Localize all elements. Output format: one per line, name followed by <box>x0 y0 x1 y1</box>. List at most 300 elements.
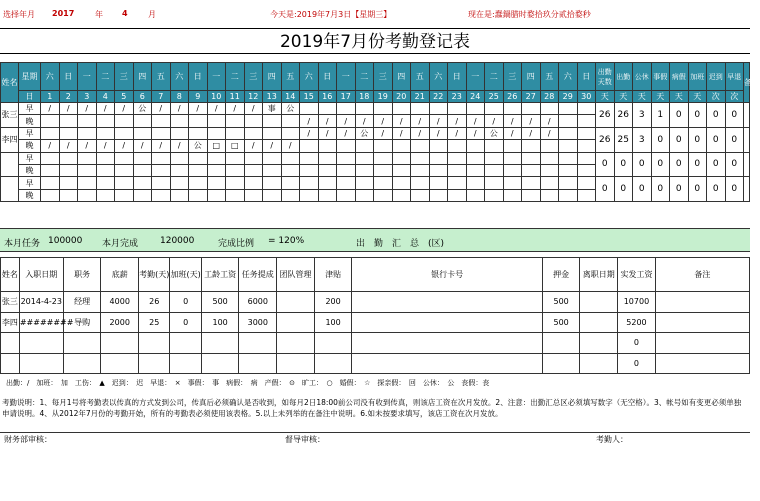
attendance-mark-cell[interactable] <box>189 177 208 189</box>
month-value[interactable]: 4 <box>122 9 128 18</box>
payroll-cell[interactable]: 0 <box>618 353 656 374</box>
attendance-mark-cell[interactable] <box>41 115 60 127</box>
attendance-mark-cell[interactable] <box>374 189 393 201</box>
attendance-mark-cell[interactable] <box>318 140 337 152</box>
attendance-mark-cell[interactable]: 公 <box>189 140 208 152</box>
attendance-mark-cell[interactable]: / <box>59 140 78 152</box>
attendance-mark-cell[interactable] <box>355 189 374 201</box>
attendance-mark-cell[interactable] <box>540 164 559 176</box>
attendance-mark-cell[interactable]: / <box>503 127 522 139</box>
payroll-cell[interactable] <box>352 353 542 374</box>
attendance-mark-cell[interactable]: / <box>448 115 467 127</box>
attendance-mark-cell[interactable] <box>263 115 282 127</box>
payroll-cell[interactable] <box>170 333 201 354</box>
attendance-mark-cell[interactable] <box>226 177 245 189</box>
attendance-mark-cell[interactable] <box>300 177 319 189</box>
attendance-mark-cell[interactable]: / <box>115 140 134 152</box>
attendance-mark-cell[interactable]: / <box>281 140 300 152</box>
attendance-mark-cell[interactable] <box>540 177 559 189</box>
attendance-mark-cell[interactable] <box>411 164 430 176</box>
attendance-mark-cell[interactable] <box>374 152 393 164</box>
attendance-mark-cell[interactable] <box>411 103 430 115</box>
attendance-mark-cell[interactable]: / <box>411 127 430 139</box>
payroll-cell[interactable] <box>19 353 63 374</box>
payroll-cell[interactable]: 2014-4-23 <box>19 292 63 313</box>
attendance-mark-cell[interactable]: 事 <box>263 103 282 115</box>
attendance-mark-cell[interactable] <box>522 140 541 152</box>
payroll-cell[interactable]: 25 <box>139 312 170 333</box>
payroll-cell[interactable] <box>580 353 618 374</box>
attendance-mark-cell[interactable] <box>189 152 208 164</box>
attendance-mark-cell[interactable] <box>152 127 171 139</box>
attendance-mark-cell[interactable] <box>78 152 97 164</box>
attendance-mark-cell[interactable] <box>540 152 559 164</box>
attendance-mark-cell[interactable] <box>411 140 430 152</box>
attendance-mark-cell[interactable] <box>485 164 504 176</box>
attendance-mark-cell[interactable]: / <box>59 103 78 115</box>
attendance-mark-cell[interactable]: / <box>355 115 374 127</box>
payroll-cell[interactable]: 经理 <box>63 292 101 313</box>
attendance-mark-cell[interactable] <box>522 164 541 176</box>
payroll-cell[interactable] <box>314 333 352 354</box>
attendance-mark-cell[interactable] <box>485 152 504 164</box>
attendance-mark-cell[interactable] <box>207 177 226 189</box>
attendance-mark-cell[interactable]: / <box>503 115 522 127</box>
attendance-mark-cell[interactable] <box>355 164 374 176</box>
attendance-mark-cell[interactable] <box>503 103 522 115</box>
attendance-mark-cell[interactable] <box>78 189 97 201</box>
attendance-mark-cell[interactable] <box>448 103 467 115</box>
attendance-mark-cell[interactable]: / <box>318 127 337 139</box>
attendance-mark-cell[interactable] <box>318 152 337 164</box>
attendance-mark-cell[interactable] <box>59 152 78 164</box>
attendance-mark-cell[interactable] <box>466 189 485 201</box>
attendance-mark-cell[interactable] <box>392 140 411 152</box>
payroll-cell[interactable] <box>101 353 139 374</box>
attendance-mark-cell[interactable] <box>133 189 152 201</box>
done-value[interactable]: 120000 <box>160 236 195 246</box>
attendance-mark-cell[interactable] <box>263 177 282 189</box>
payroll-cell[interactable] <box>655 312 749 333</box>
payroll-cell[interactable]: 0 <box>618 333 656 354</box>
payroll-cell[interactable] <box>1 333 20 354</box>
attendance-mark-cell[interactable] <box>152 164 171 176</box>
attendance-mark-cell[interactable] <box>244 152 263 164</box>
attendance-mark-cell[interactable]: / <box>96 103 115 115</box>
attendance-mark-cell[interactable] <box>207 164 226 176</box>
attendance-mark-cell[interactable]: / <box>522 127 541 139</box>
attendance-mark-cell[interactable]: / <box>41 103 60 115</box>
attendance-mark-cell[interactable] <box>170 189 189 201</box>
attendance-mark-cell[interactable]: / <box>244 140 263 152</box>
attendance-mark-cell[interactable]: / <box>115 103 134 115</box>
attendance-mark-cell[interactable] <box>429 152 448 164</box>
payroll-cell[interactable] <box>542 333 580 354</box>
task-value[interactable]: 100000 <box>48 236 83 246</box>
payroll-cell[interactable] <box>170 353 201 374</box>
attendance-mark-cell[interactable] <box>263 127 282 139</box>
attendance-mark-cell[interactable] <box>115 127 134 139</box>
attendance-mark-cell[interactable] <box>244 127 263 139</box>
year-value[interactable]: 2017 <box>52 9 75 18</box>
attendance-mark-cell[interactable]: / <box>522 115 541 127</box>
attendance-mark-cell[interactable] <box>281 152 300 164</box>
attendance-mark-cell[interactable] <box>429 189 448 201</box>
payroll-cell[interactable] <box>201 353 239 374</box>
payroll-cell[interactable] <box>352 292 542 313</box>
attendance-mark-cell[interactable] <box>540 140 559 152</box>
attendance-mark-cell[interactable]: / <box>152 103 171 115</box>
attendance-mark-cell[interactable]: / <box>41 140 60 152</box>
attendance-mark-cell[interactable] <box>133 115 152 127</box>
payroll-cell[interactable]: 5200 <box>618 312 656 333</box>
attendance-mark-cell[interactable] <box>466 140 485 152</box>
attendance-mark-cell[interactable] <box>411 189 430 201</box>
attendance-mark-cell[interactable] <box>540 103 559 115</box>
remark-cell[interactable] <box>744 177 750 202</box>
attendance-mark-cell[interactable] <box>503 140 522 152</box>
attendance-mark-cell[interactable] <box>263 164 282 176</box>
payroll-cell[interactable]: 200 <box>314 292 352 313</box>
attendance-mark-cell[interactable] <box>337 164 356 176</box>
attendance-mark-cell[interactable]: / <box>133 140 152 152</box>
attendance-mark-cell[interactable] <box>300 152 319 164</box>
payroll-cell[interactable]: 500 <box>542 292 580 313</box>
attendance-mark-cell[interactable] <box>41 164 60 176</box>
payroll-cell[interactable]: 0 <box>170 292 201 313</box>
payroll-cell[interactable] <box>63 333 101 354</box>
attendance-mark-cell[interactable]: / <box>96 140 115 152</box>
payroll-cell[interactable]: 李四 <box>1 312 20 333</box>
attendance-mark-cell[interactable]: □ <box>226 140 245 152</box>
payroll-cell[interactable] <box>277 353 315 374</box>
remark-cell[interactable] <box>744 152 750 177</box>
attendance-mark-cell[interactable] <box>189 189 208 201</box>
payroll-cell[interactable] <box>1 353 20 374</box>
attendance-mark-cell[interactable] <box>466 164 485 176</box>
attendance-mark-cell[interactable] <box>244 177 263 189</box>
attendance-mark-cell[interactable] <box>96 115 115 127</box>
payroll-cell[interactable] <box>580 333 618 354</box>
attendance-mark-cell[interactable] <box>355 103 374 115</box>
attendance-mark-cell[interactable]: / <box>411 115 430 127</box>
attendance-mark-cell[interactable] <box>170 177 189 189</box>
attendance-mark-cell[interactable]: / <box>448 127 467 139</box>
attendance-mark-cell[interactable]: / <box>318 115 337 127</box>
attendance-mark-cell[interactable] <box>226 115 245 127</box>
payroll-cell[interactable]: 26 <box>139 292 170 313</box>
attendance-mark-cell[interactable] <box>559 152 578 164</box>
attendance-mark-cell[interactable] <box>540 189 559 201</box>
attendance-mark-cell[interactable] <box>226 127 245 139</box>
attendance-mark-cell[interactable] <box>522 177 541 189</box>
attendance-mark-cell[interactable] <box>96 177 115 189</box>
attendance-mark-cell[interactable] <box>337 152 356 164</box>
attendance-mark-cell[interactable] <box>78 127 97 139</box>
payroll-cell[interactable] <box>580 312 618 333</box>
attendance-mark-cell[interactable] <box>96 127 115 139</box>
attendance-mark-cell[interactable] <box>133 177 152 189</box>
attendance-mark-cell[interactable] <box>559 115 578 127</box>
attendance-mark-cell[interactable] <box>411 152 430 164</box>
attendance-mark-cell[interactable] <box>374 164 393 176</box>
attendance-mark-cell[interactable] <box>337 189 356 201</box>
attendance-mark-cell[interactable] <box>78 164 97 176</box>
attendance-mark-cell[interactable] <box>263 152 282 164</box>
attendance-mark-cell[interactable] <box>207 127 226 139</box>
payroll-cell[interactable] <box>19 333 63 354</box>
attendance-mark-cell[interactable]: / <box>300 115 319 127</box>
attendance-mark-cell[interactable] <box>78 115 97 127</box>
attendance-mark-cell[interactable] <box>559 140 578 152</box>
attendance-mark-cell[interactable] <box>559 177 578 189</box>
attendance-mark-cell[interactable] <box>355 152 374 164</box>
attendance-mark-cell[interactable] <box>59 189 78 201</box>
attendance-mark-cell[interactable] <box>392 189 411 201</box>
payroll-cell[interactable]: 0 <box>170 312 201 333</box>
attendance-mark-cell[interactable] <box>392 103 411 115</box>
payroll-cell[interactable] <box>139 333 170 354</box>
attendance-mark-cell[interactable] <box>189 127 208 139</box>
attendance-mark-cell[interactable] <box>78 177 97 189</box>
attendance-mark-cell[interactable]: / <box>226 103 245 115</box>
attendance-mark-cell[interactable] <box>374 140 393 152</box>
attendance-mark-cell[interactable]: 公 <box>133 103 152 115</box>
attendance-mark-cell[interactable]: / <box>374 115 393 127</box>
attendance-mark-cell[interactable] <box>466 177 485 189</box>
attendance-mark-cell[interactable] <box>577 103 596 115</box>
attendance-mark-cell[interactable] <box>355 177 374 189</box>
attendance-mark-cell[interactable] <box>133 164 152 176</box>
payroll-cell[interactable]: 10700 <box>618 292 656 313</box>
payroll-cell[interactable] <box>101 333 139 354</box>
attendance-mark-cell[interactable] <box>503 177 522 189</box>
attendance-mark-cell[interactable] <box>429 164 448 176</box>
attendance-mark-cell[interactable] <box>522 103 541 115</box>
payroll-cell[interactable]: 100 <box>314 312 352 333</box>
attendance-mark-cell[interactable] <box>577 189 596 201</box>
attendance-mark-cell[interactable] <box>152 189 171 201</box>
attendance-mark-cell[interactable] <box>522 152 541 164</box>
payroll-cell[interactable] <box>277 312 315 333</box>
attendance-mark-cell[interactable] <box>429 103 448 115</box>
attendance-mark-cell[interactable] <box>41 177 60 189</box>
attendance-mark-cell[interactable] <box>522 189 541 201</box>
attendance-mark-cell[interactable]: 公 <box>355 127 374 139</box>
attendance-mark-cell[interactable] <box>355 140 374 152</box>
attendance-mark-cell[interactable] <box>337 177 356 189</box>
attendance-mark-cell[interactable] <box>115 115 134 127</box>
attendance-mark-cell[interactable] <box>152 177 171 189</box>
payroll-cell[interactable] <box>201 333 239 354</box>
attendance-mark-cell[interactable] <box>392 152 411 164</box>
payroll-cell[interactable]: 6000 <box>239 292 277 313</box>
attendance-mark-cell[interactable] <box>318 177 337 189</box>
attendance-mark-cell[interactable] <box>115 152 134 164</box>
attendance-mark-cell[interactable] <box>226 189 245 201</box>
attendance-mark-cell[interactable] <box>133 127 152 139</box>
attendance-mark-cell[interactable]: □ <box>207 140 226 152</box>
attendance-mark-cell[interactable]: 公 <box>485 127 504 139</box>
attendance-mark-cell[interactable] <box>226 152 245 164</box>
attendance-mark-cell[interactable]: / <box>374 127 393 139</box>
attendance-mark-cell[interactable] <box>485 103 504 115</box>
attendance-mark-cell[interactable] <box>337 140 356 152</box>
attendance-mark-cell[interactable] <box>559 103 578 115</box>
attendance-mark-cell[interactable] <box>411 177 430 189</box>
attendance-mark-cell[interactable]: / <box>429 115 448 127</box>
attendance-mark-cell[interactable] <box>115 177 134 189</box>
attendance-mark-cell[interactable] <box>244 189 263 201</box>
attendance-mark-cell[interactable] <box>559 164 578 176</box>
attendance-mark-cell[interactable] <box>577 140 596 152</box>
attendance-mark-cell[interactable] <box>59 115 78 127</box>
payroll-cell[interactable]: 张三 <box>1 292 20 313</box>
attendance-mark-cell[interactable] <box>300 103 319 115</box>
attendance-mark-cell[interactable] <box>281 115 300 127</box>
attendance-mark-cell[interactable] <box>300 164 319 176</box>
attendance-mark-cell[interactable] <box>577 115 596 127</box>
attendance-mark-cell[interactable]: / <box>189 103 208 115</box>
attendance-mark-cell[interactable]: / <box>540 115 559 127</box>
attendance-mark-cell[interactable]: / <box>263 140 282 152</box>
payroll-cell[interactable]: 100 <box>201 312 239 333</box>
attendance-mark-cell[interactable] <box>281 177 300 189</box>
attendance-mark-cell[interactable] <box>207 152 226 164</box>
attendance-mark-cell[interactable] <box>559 127 578 139</box>
attendance-mark-cell[interactable] <box>577 152 596 164</box>
payroll-cell[interactable] <box>655 353 749 374</box>
payroll-cell[interactable] <box>542 353 580 374</box>
attendance-mark-cell[interactable] <box>152 152 171 164</box>
payroll-cell[interactable] <box>352 333 542 354</box>
payroll-cell[interactable] <box>277 292 315 313</box>
payroll-cell[interactable] <box>239 353 277 374</box>
payroll-cell[interactable] <box>63 353 101 374</box>
attendance-mark-cell[interactable] <box>503 152 522 164</box>
attendance-mark-cell[interactable] <box>318 189 337 201</box>
attendance-mark-cell[interactable]: / <box>337 127 356 139</box>
attendance-mark-cell[interactable] <box>244 115 263 127</box>
attendance-mark-cell[interactable] <box>466 103 485 115</box>
attendance-mark-cell[interactable] <box>392 164 411 176</box>
attendance-mark-cell[interactable] <box>170 127 189 139</box>
attendance-mark-cell[interactable] <box>485 140 504 152</box>
attendance-mark-cell[interactable] <box>170 152 189 164</box>
payroll-cell[interactable]: 2000 <box>101 312 139 333</box>
attendance-mark-cell[interactable] <box>207 115 226 127</box>
attendance-mark-cell[interactable] <box>115 164 134 176</box>
attendance-mark-cell[interactable] <box>170 115 189 127</box>
attendance-mark-cell[interactable]: / <box>485 115 504 127</box>
attendance-mark-cell[interactable] <box>448 177 467 189</box>
payroll-cell[interactable]: 导购 <box>63 312 101 333</box>
attendance-mark-cell[interactable] <box>226 164 245 176</box>
attendance-mark-cell[interactable] <box>133 152 152 164</box>
attendance-mark-cell[interactable] <box>59 164 78 176</box>
attendance-mark-cell[interactable] <box>374 103 393 115</box>
attendance-mark-cell[interactable] <box>318 103 337 115</box>
payroll-cell[interactable]: 4000 <box>101 292 139 313</box>
attendance-mark-cell[interactable] <box>189 164 208 176</box>
attendance-mark-cell[interactable] <box>41 152 60 164</box>
attendance-mark-cell[interactable]: / <box>170 140 189 152</box>
attendance-mark-cell[interactable] <box>485 189 504 201</box>
attendance-mark-cell[interactable] <box>337 103 356 115</box>
payroll-cell[interactable]: 3000 <box>239 312 277 333</box>
attendance-mark-cell[interactable] <box>485 177 504 189</box>
attendance-mark-cell[interactable]: / <box>78 103 97 115</box>
attendance-mark-cell[interactable] <box>281 189 300 201</box>
attendance-mark-cell[interactable] <box>263 189 282 201</box>
payroll-cell[interactable] <box>655 292 749 313</box>
payroll-cell[interactable]: 500 <box>201 292 239 313</box>
payroll-cell[interactable] <box>655 333 749 354</box>
attendance-mark-cell[interactable] <box>448 189 467 201</box>
attendance-mark-cell[interactable] <box>96 189 115 201</box>
attendance-mark-cell[interactable] <box>448 140 467 152</box>
payroll-cell[interactable]: 500 <box>542 312 580 333</box>
remark-cell[interactable] <box>744 103 750 128</box>
attendance-mark-cell[interactable] <box>318 164 337 176</box>
attendance-mark-cell[interactable] <box>96 152 115 164</box>
attendance-mark-cell[interactable]: 公 <box>281 103 300 115</box>
payroll-cell[interactable] <box>239 333 277 354</box>
attendance-mark-cell[interactable] <box>503 164 522 176</box>
attendance-mark-cell[interactable] <box>448 164 467 176</box>
attendance-mark-cell[interactable] <box>41 189 60 201</box>
payroll-cell[interactable] <box>314 353 352 374</box>
attendance-mark-cell[interactable]: / <box>540 127 559 139</box>
attendance-mark-cell[interactable] <box>207 189 226 201</box>
attendance-mark-cell[interactable]: / <box>78 140 97 152</box>
attendance-mark-cell[interactable] <box>374 177 393 189</box>
attendance-mark-cell[interactable]: / <box>466 115 485 127</box>
payroll-cell[interactable] <box>277 333 315 354</box>
payroll-cell[interactable]: ######## <box>19 312 63 333</box>
attendance-mark-cell[interactable] <box>244 164 263 176</box>
attendance-mark-cell[interactable] <box>59 127 78 139</box>
attendance-mark-cell[interactable] <box>392 177 411 189</box>
attendance-mark-cell[interactable] <box>577 164 596 176</box>
attendance-mark-cell[interactable] <box>189 115 208 127</box>
payroll-cell[interactable] <box>139 353 170 374</box>
attendance-mark-cell[interactable] <box>466 152 485 164</box>
attendance-mark-cell[interactable] <box>503 189 522 201</box>
attendance-mark-cell[interactable] <box>152 115 171 127</box>
attendance-mark-cell[interactable] <box>577 127 596 139</box>
attendance-mark-cell[interactable] <box>41 127 60 139</box>
attendance-mark-cell[interactable] <box>448 152 467 164</box>
attendance-mark-cell[interactable]: / <box>392 127 411 139</box>
attendance-mark-cell[interactable]: / <box>392 115 411 127</box>
payroll-cell[interactable] <box>580 292 618 313</box>
attendance-mark-cell[interactable] <box>429 177 448 189</box>
attendance-mark-cell[interactable] <box>577 177 596 189</box>
attendance-mark-cell[interactable] <box>300 189 319 201</box>
attendance-mark-cell[interactable]: / <box>170 103 189 115</box>
attendance-mark-cell[interactable]: / <box>300 127 319 139</box>
attendance-mark-cell[interactable] <box>429 140 448 152</box>
attendance-mark-cell[interactable]: / <box>337 115 356 127</box>
attendance-mark-cell[interactable] <box>59 177 78 189</box>
attendance-mark-cell[interactable]: / <box>466 127 485 139</box>
attendance-mark-cell[interactable] <box>281 164 300 176</box>
attendance-mark-cell[interactable]: / <box>244 103 263 115</box>
attendance-mark-cell[interactable]: / <box>429 127 448 139</box>
attendance-mark-cell[interactable] <box>281 127 300 139</box>
payroll-cell[interactable] <box>352 312 542 333</box>
